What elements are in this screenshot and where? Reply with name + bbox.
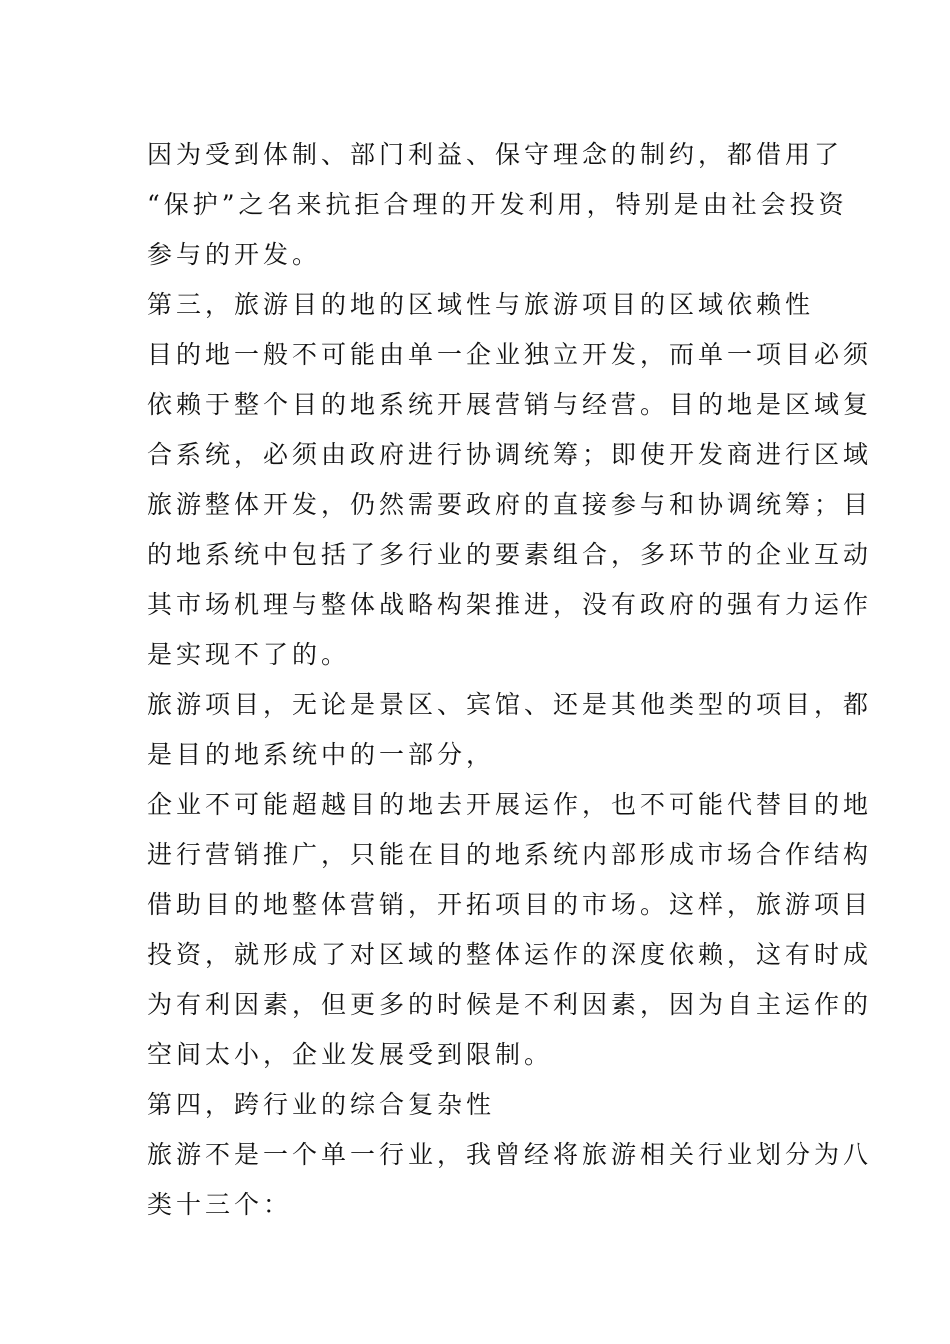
- text-line: 旅游整体开发，仍然需要政府的直接参与和协调统筹；目: [147, 490, 873, 519]
- text-line: 合系统，必须由政府进行协调统筹；即使开发商进行区域: [147, 440, 873, 469]
- section-heading: 第三，旅游目的地的区域性与旅游项目的区域依赖性: [147, 290, 815, 319]
- text-line: 空间太小，企业发展受到限制。: [147, 1040, 554, 1069]
- text-line: 旅游不是一个单一行业，我曾经将旅游相关行业划分为八: [147, 1140, 873, 1169]
- text-line: 借助目的地整体营销，开拓项目的市场。这样，旅游项目: [147, 890, 873, 919]
- text-line: 旅游项目，无论是景区、宾馆、还是其他类型的项目，都: [147, 690, 873, 719]
- text-line: 企业不可能超越目的地去开展运作，也不可能代替目的地: [147, 790, 873, 819]
- text-line: 参与的开发。: [147, 240, 322, 269]
- text-line: 类十三个：: [147, 1190, 293, 1219]
- text-line: 目的地一般不可能由单一企业独立开发，而单一项目必须: [147, 340, 873, 369]
- text-line: 其市场机理与整体战略构架推进，没有政府的强有力运作: [147, 590, 873, 619]
- text-line: 进行营销推广，只能在目的地系统内部形成市场合作结构: [147, 840, 873, 869]
- text-line: 依赖于整个目的地系统开展营销与经营。目的地是区域复: [147, 390, 873, 419]
- text-line: 是实现不了的。: [147, 640, 351, 669]
- text-line: “保护”之名来抗拒合理的开发利用，特别是由社会投资: [147, 190, 848, 219]
- text-line: 的地系统中包括了多行业的要素组合，多环节的企业互动: [147, 540, 873, 569]
- section-heading: 第四，跨行业的综合复杂性: [147, 1090, 496, 1119]
- text-line: 因为受到体制、部门利益、保守理念的制约，都借用了: [147, 140, 844, 169]
- text-line: 是目的地系统中的一部分，: [147, 740, 496, 769]
- body-text: [147, 130, 873, 1230]
- text-line: 投资，就形成了对区域的整体运作的深度依赖，这有时成: [147, 940, 873, 969]
- text-line: 为有利因素，但更多的时候是不利因素，因为自主运作的: [147, 990, 873, 1019]
